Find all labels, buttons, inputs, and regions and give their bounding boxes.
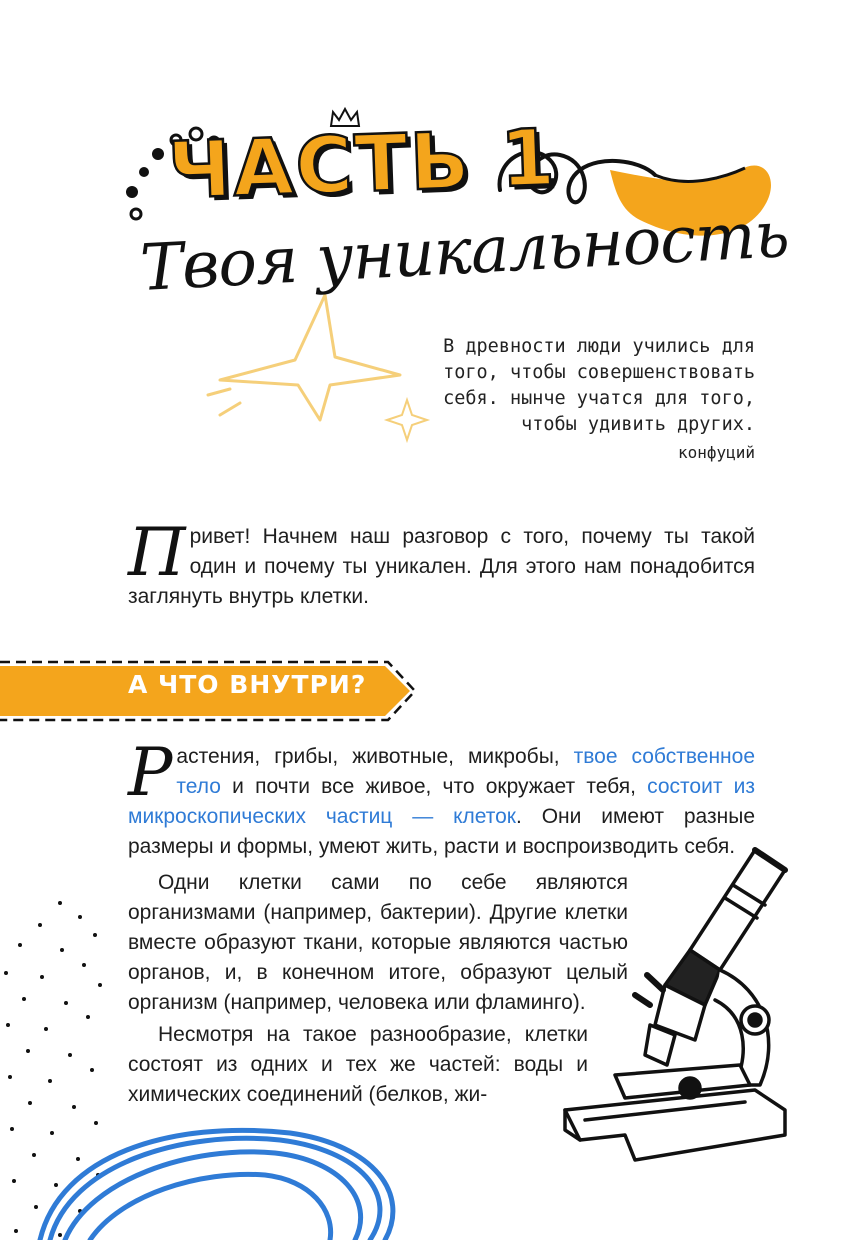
chapter-subtitle: Твоя уникальность [138,198,791,306]
epigraph [430,334,755,466]
small-star-doodle-icon [382,395,432,445]
microscope-icon [555,840,795,1170]
intro-paragraph [128,514,755,612]
body-paragraph-2: Одни клетки сами по себе являются организмами (например, бактерии). Другие клетки вместе образуют ткани, которые являются частью органов, и, в конечном итоге, образуют целый организм (например, человека или фламинго). [128,871,628,1014]
body-p1-a: астения, грибы, животные, микробы, [176,745,574,768]
blue-scribble [30,1125,410,1240]
epigraph-quote: В древности люди учились для того, чтобы совершенствовать себя. нынче учатся для того, чтобы удивить других. [443,336,755,435]
body-highlight-1: твое собственное тело [176,745,755,798]
section-heading: А ЧТО ВНУТРИ? [128,670,367,699]
part-title: ЧАСТЬ 1 [166,113,559,217]
intro-text: ривет! Начнем наш разговор с того, почему ты такой один и почему ты уникален. Для этого нам понадобится заглянуть внутрь клетки. [128,525,755,608]
body-p1-b: и почти все живое, что окружает тебя, [220,775,648,798]
intro-dropcap: П [128,514,186,591]
body-highlight-2: состоит из микроскопических частиц — клеток [128,775,755,828]
epigraph-author: конфуций [677,443,755,462]
body-dropcap: Р [128,734,173,811]
body-paragraph-3: Несмотря на такое разнообразие, клетки состоят из одних и тех же частей: воды и химических соединений (белков, жи- [128,1023,588,1106]
body-p1-c: . Они имеют разные размеры и формы, умеют жить, расти и воспроизводить себя. [128,805,756,858]
